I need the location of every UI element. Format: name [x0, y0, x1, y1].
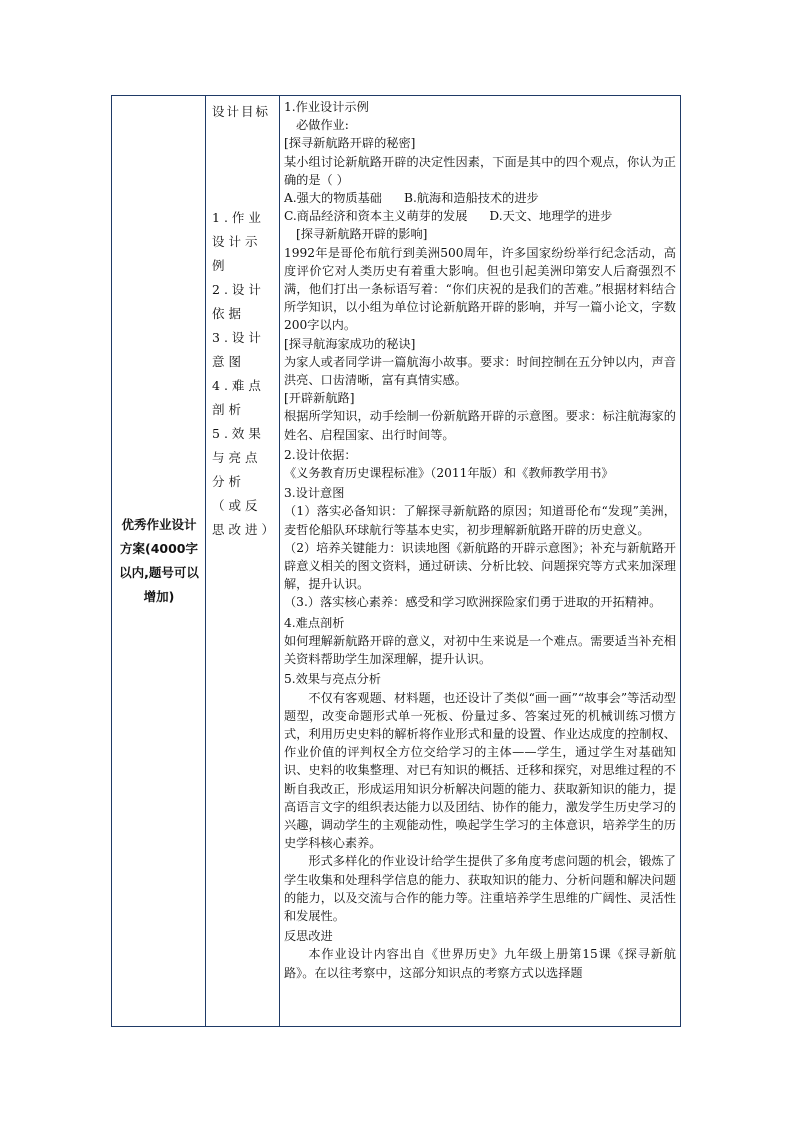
label-item: 3.设计意图 [212, 330, 265, 369]
options-row [284, 207, 676, 225]
question-tag: [探寻新航路开辟的秘密] [284, 136, 416, 151]
label-item: 1.作业设计示例 [212, 210, 265, 273]
section-title: 1.作业设计示例 [284, 100, 369, 114]
section-title: 反思改进 [284, 929, 333, 944]
difficulty-text: 如何理解新航路开辟的意义，对初中生来说是一个难点。需要适当补充相关资料帮助学生加深理解，提升认识。 [284, 633, 676, 667]
options-row [284, 189, 676, 207]
column-divider [279, 95, 280, 1027]
question-tag: [探寻航海家成功的秘诀] [284, 336, 416, 351]
label-item: 4.难点剖析 [212, 378, 265, 417]
required-label: 必做作业: [296, 118, 349, 133]
row-header-text: 优秀作业设计方案(4000字以内,题号可以增加) [119, 517, 199, 604]
intent-paragraph: （3.）落实核心素养：感受和学习欧洲探险家们勇于进取的开拓精神。 [284, 595, 662, 610]
intent-paragraph: （2）培养关键能力：识读地图《新航路的开辟示意图》；补充与新航路开辟意义相关的图文资料，通过研读、分析比较、问题探究等方式来加深理解，提升认识。 [284, 540, 676, 592]
question-text: 为家人或者同学讲一篇航海小故事。要求：时间控制在五分钟以内，声音洪亮、口齿清晰，富有真情实感。 [284, 354, 676, 388]
question-text: 1992年是哥伦布航行到美洲500周年，许多国家纷纷举行纪念活动，高度评价它对人类历史有着重大影响。但也引起美洲印第安人后裔强烈不满，他们打出一条标语写着：“你们庆祝的是我们的苦难。”根据材料结合所学知识，以小组为单位讨论新航路开辟的影响，并写一篇小论文，字数200字以内。 [284, 245, 676, 333]
label-item: 5.效果与亮点分析（或反思改进） [212, 426, 279, 537]
content-column [284, 98, 676, 982]
label-column [212, 100, 279, 542]
analysis-paragraph: 形式多样化的作业设计给学生提供了多角度考虑问题的机会，锻炼了学生收集和处理科学信息的能力、获取知识的能力、分析问题和解决问题的能力，以及交流与合作的能力等。注重培养学生思维的广阔性、灵活性和发展性。 [284, 854, 676, 923]
section-title: 3.设计意图 [284, 486, 345, 501]
option-b: B.航海和造船技术的进步 [404, 191, 539, 206]
option-a: A.强大的物质基础 [284, 191, 382, 206]
question-text: 根据所学知识，动手绘制一份新航路开辟的示意图。要求：标注航海家的姓名、启程国家、出行时间等。 [284, 409, 676, 442]
label-design-goal: 设计目标 [212, 104, 271, 119]
analysis-paragraph: 不仅有客观题、材料题，也还设计了类似“画一画”“故事会”等活动型题型，改变命题形式单一死板、份量过多、答案过死的机械训练习惯方式，利用历史史料的解析将作业形式和量的设置、作业达成度的控制权、作业价值的评判权全方位交给学习的主体——学生，通过学生对基础知识、史料的收集整理、对已有知识的概括、迁移和探究，对思维过程的不断自我改正，形成运用知识分析解决问题的能力、获取新知识的能力，提高语言文字的组织表达能力以及团结、协作的能力，激发学生历史学习的兴趣，调动学生的主观能动性，唤起学生学习的主体意识，培养学生的历史学科核心素养。 [284, 690, 676, 851]
question-tag: [探寻新航路开辟的影响] [296, 227, 428, 242]
option-d: D.天文、地理学的进步 [489, 209, 613, 224]
section-title: 4.难点剖析 [284, 615, 345, 630]
section-title: 5.效果与亮点分析 [284, 672, 381, 687]
question-text: 某小组讨论新航路开辟的决定性因素，下面是其中的四个观点，你认为正确的是（ ） [284, 154, 676, 187]
column-divider [205, 95, 206, 1027]
section-title: 2.设计依据： [284, 447, 357, 462]
reflection-paragraph: 本作业设计内容出自《世界历史》九年级上册第15课《探寻新航路》。在以往考察中，这部分知识点的考察方式以选择题 [284, 947, 676, 980]
intent-paragraph: （1）落实必备知识：了解探寻新航路的原因；知道哥伦布“发现”美洲，麦哲伦船队环球航行等基本史实，初步理解新航路开辟的历史意义。 [284, 504, 676, 537]
option-c: C.商品经济和资本主义萌芽的发展 [284, 209, 468, 224]
label-item: 2.设计依据 [212, 282, 265, 321]
row-header-cell [113, 95, 205, 1027]
basis-text: 《义务教育历史课程标准》（2011年版）和《教师教学用书》 [284, 466, 614, 481]
question-tag: [开辟新航路] [284, 391, 355, 406]
